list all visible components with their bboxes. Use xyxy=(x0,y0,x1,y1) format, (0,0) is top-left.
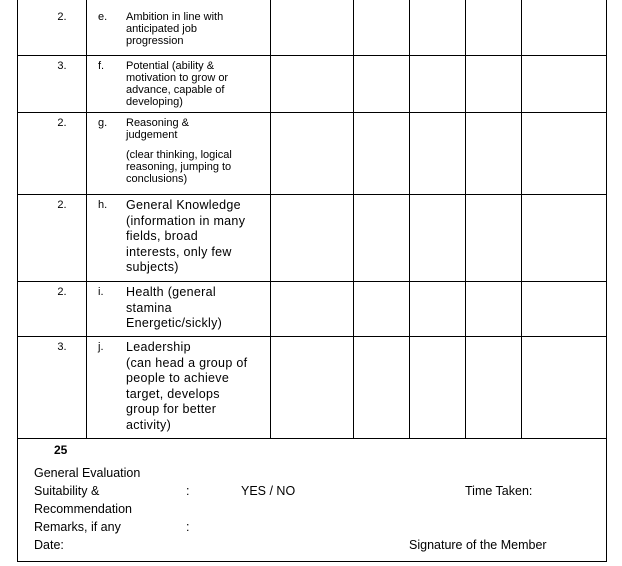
suitability-label: Suitability & xyxy=(34,484,100,498)
criterion-label: Potential (ability & motivation to grow or advance, capable of developing) xyxy=(126,60,229,108)
criterion-text xyxy=(126,340,268,433)
remarks-colon: : xyxy=(186,520,190,534)
criterion-text xyxy=(126,117,268,185)
row-letter: f. xyxy=(98,60,105,72)
row-weight: 2. xyxy=(57,286,67,298)
form-bottom-border xyxy=(17,561,607,562)
row-weight: 2. xyxy=(57,11,67,23)
remarks-label: Remarks, if any xyxy=(34,520,121,534)
criterion-text xyxy=(126,285,268,332)
criterion-label: Reasoning & judgement xyxy=(126,117,189,141)
criterion-text xyxy=(126,11,268,47)
row-divider xyxy=(17,55,607,56)
row-divider xyxy=(17,112,607,113)
row-divider xyxy=(17,336,607,337)
criterion-label: Health (general stamina Energetic/sickly) xyxy=(126,285,223,330)
row-divider xyxy=(17,281,607,282)
criterion-label: General Knowledge (information in many fields, broad interests, only few subjects) xyxy=(126,198,246,274)
recommendation-label: Recommendation xyxy=(34,502,132,516)
criterion-label: Leadership (can head a group of people to achieve target, develops group for better activity) xyxy=(126,340,248,432)
date-label: Date: xyxy=(34,538,64,552)
table-bottom-line xyxy=(17,438,607,439)
row-letter: h. xyxy=(98,199,108,211)
criterion-text xyxy=(126,198,268,276)
column-divider-2 xyxy=(270,0,271,438)
time-taken-label: Time Taken: xyxy=(465,484,533,498)
general-evaluation-label: General Evaluation xyxy=(34,466,141,480)
row-weight: 2. xyxy=(57,117,67,129)
row-weight: 2. xyxy=(57,199,67,211)
row-letter: e. xyxy=(98,11,108,23)
row-letter: i. xyxy=(98,286,104,298)
criterion-text xyxy=(126,60,268,108)
row-weight: 3. xyxy=(57,341,67,353)
row-letter: g. xyxy=(98,117,108,129)
column-divider-6 xyxy=(521,0,522,438)
criterion-note: (clear thinking, logical reasoning, jumping to conclusions) xyxy=(126,149,232,185)
criterion-label: Ambition in line with anticipated job progression xyxy=(126,11,224,47)
suitability-colon: : xyxy=(186,484,190,498)
column-divider-4 xyxy=(409,0,410,438)
column-divider-5 xyxy=(465,0,466,438)
yes-no-option[interactable]: YES / NO xyxy=(241,484,296,498)
column-divider-3 xyxy=(353,0,354,438)
total-score: 25 xyxy=(54,443,68,457)
signature-label: Signature of the Member xyxy=(409,538,547,552)
row-divider xyxy=(17,194,607,195)
row-weight: 3. xyxy=(57,60,67,72)
row-letter: j. xyxy=(98,341,104,353)
column-divider-1 xyxy=(86,0,87,438)
